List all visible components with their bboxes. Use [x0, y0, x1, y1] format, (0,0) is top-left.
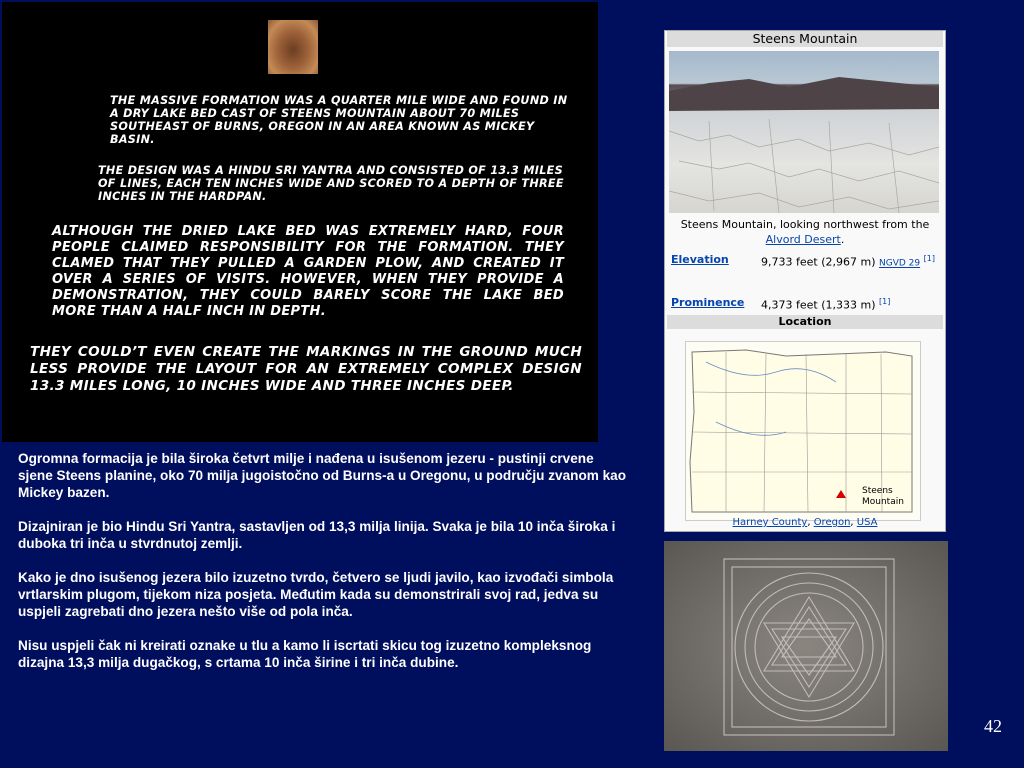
sri-yantra-photo — [664, 541, 948, 751]
elevation-value — [761, 251, 941, 272]
prominence-citation[interactable]: [1] — [879, 297, 891, 306]
infobox-caption — [671, 217, 939, 247]
steens-mountain-infobox — [664, 30, 946, 532]
croatian-paragraph-2: Dizajniran je bio Hindu Sri Yantra, sastavljen od 13,3 milja linija. Svaka je bila 10 inča široka i duboka tri inča u stvrdnutoj zemlji. — [18, 519, 616, 551]
infobox-title: Steens Mountain — [667, 31, 943, 47]
lakebed-cracks — [669, 51, 939, 213]
alvord-desert-link[interactable]: Alvord Desert — [765, 233, 841, 246]
english-paragraph-1: THE MASSIVE FORMATION WAS A QUARTER MILE WIDE AND FOUND IN A DRY LAKE BED CAST OF STEENS MOUNTAIN ABOUT 70 MILES SOUTHEAST OF BURNS, OREGON IN AN AREA KNOWN AS MICKEY BASIN. — [110, 94, 568, 146]
prominence-number: 4,373 feet (1,333 m) — [761, 298, 876, 312]
footer-separator-1: , — [807, 517, 814, 528]
infobox-footer — [667, 517, 943, 528]
caption-text: Steens Mountain, looking northwest from the — [680, 218, 930, 231]
harney-county-link[interactable]: Harney County — [732, 517, 808, 528]
ngvd-link[interactable]: NGVD 29 — [879, 258, 921, 269]
croatian-text — [18, 450, 630, 688]
croatian-paragraph-1: Ogromna formacija je bila široka četvrt milje i nađena u isušenom jezeru - pustinji crvene sjene Steens planine, oko 70 milja jugoistočno od Burns-a u Oregonu, u području zvanom kao Mickey bazen. — [18, 451, 627, 500]
caption-suffix: . — [840, 233, 845, 246]
english-paragraph-3: ALTHOUGH THE DRIED LAKE BED WAS EXTREMELY HARD, FOUR PEOPLE CLAIMED RESPONSIBILITY FOR THE FORMATION. THEY CLAMED THAT THEY PULLED A GARDEN PLOW, AND CREATED IT OVER A SERIES OF VISITS. HOWEVER, WHEN THEY PROVIDE A DEMONSTRATION, THEY COULD BARELY SCORE THE LAKE BED MORE THAN A HALF INCH IN DEPTH. — [52, 224, 564, 319]
steens-mountain-photo — [669, 51, 939, 213]
map-label-line-2: Mountain — [862, 497, 904, 507]
oregon-link[interactable]: Oregon — [813, 517, 851, 528]
map-label-line-1: Steens — [862, 486, 893, 496]
elevation-citation[interactable]: [1] — [923, 254, 935, 263]
sri-yantra-drawing — [664, 541, 948, 751]
page-number: 42 — [984, 716, 1002, 736]
croatian-paragraph-3: Kako je dno isušenog jezera bilo izuzetno tvrdo, četvero se ljudi javilo, kao izvođači simbola vrtlarskim plugom, tijekom niza posjeta. Međutim kada su demonstrirali svoj rad, jedva su uspjeli zagrebati dno jezera nešto više od pola inča. — [18, 570, 614, 619]
crop-formation-thumbnail — [268, 20, 318, 74]
elevation-number: 9,733 feet (2,967 m) — [761, 255, 876, 269]
elevation-label[interactable]: Elevation — [671, 253, 729, 266]
english-paragraph-4: THEY COULD’T EVEN CREATE THE MARKINGS IN THE GROUND MUCH LESS PROVIDE THE LAYOUT FOR AN EXTREMELY COMPLEX DESIGN 13.3 MILES LONG, 10 INCHES WIDE AND THREE INCHES DEEP. — [30, 344, 582, 394]
prominence-value — [761, 294, 941, 313]
prominence-label[interactable]: Prominence — [671, 296, 745, 309]
english-text-panel — [2, 2, 598, 442]
footer-separator-2: , — [850, 517, 857, 528]
map-marker-label — [862, 486, 904, 508]
croatian-paragraph-4: Nisu uspjeli čak ni kreirati oznake u tlu a kamo li iscrtati skicu tog izuzetno kompleksnog dizajna 13,3 milja dugačkog, s crtama 10 inča širine i tri inča dubine. — [18, 638, 592, 670]
oregon-locator-map — [685, 341, 921, 521]
location-header: Location — [667, 315, 943, 329]
usa-link[interactable]: USA — [856, 517, 878, 528]
english-paragraph-2: THE DESIGN WAS A HINDU SRI YANTRA AND CONSISTED OF 13.3 MILES OF LINES, EACH TEN INCHES WIDE AND SCORED TO A DEPTH OF THREE INCHES IN THE HARDPAN. — [98, 164, 564, 203]
